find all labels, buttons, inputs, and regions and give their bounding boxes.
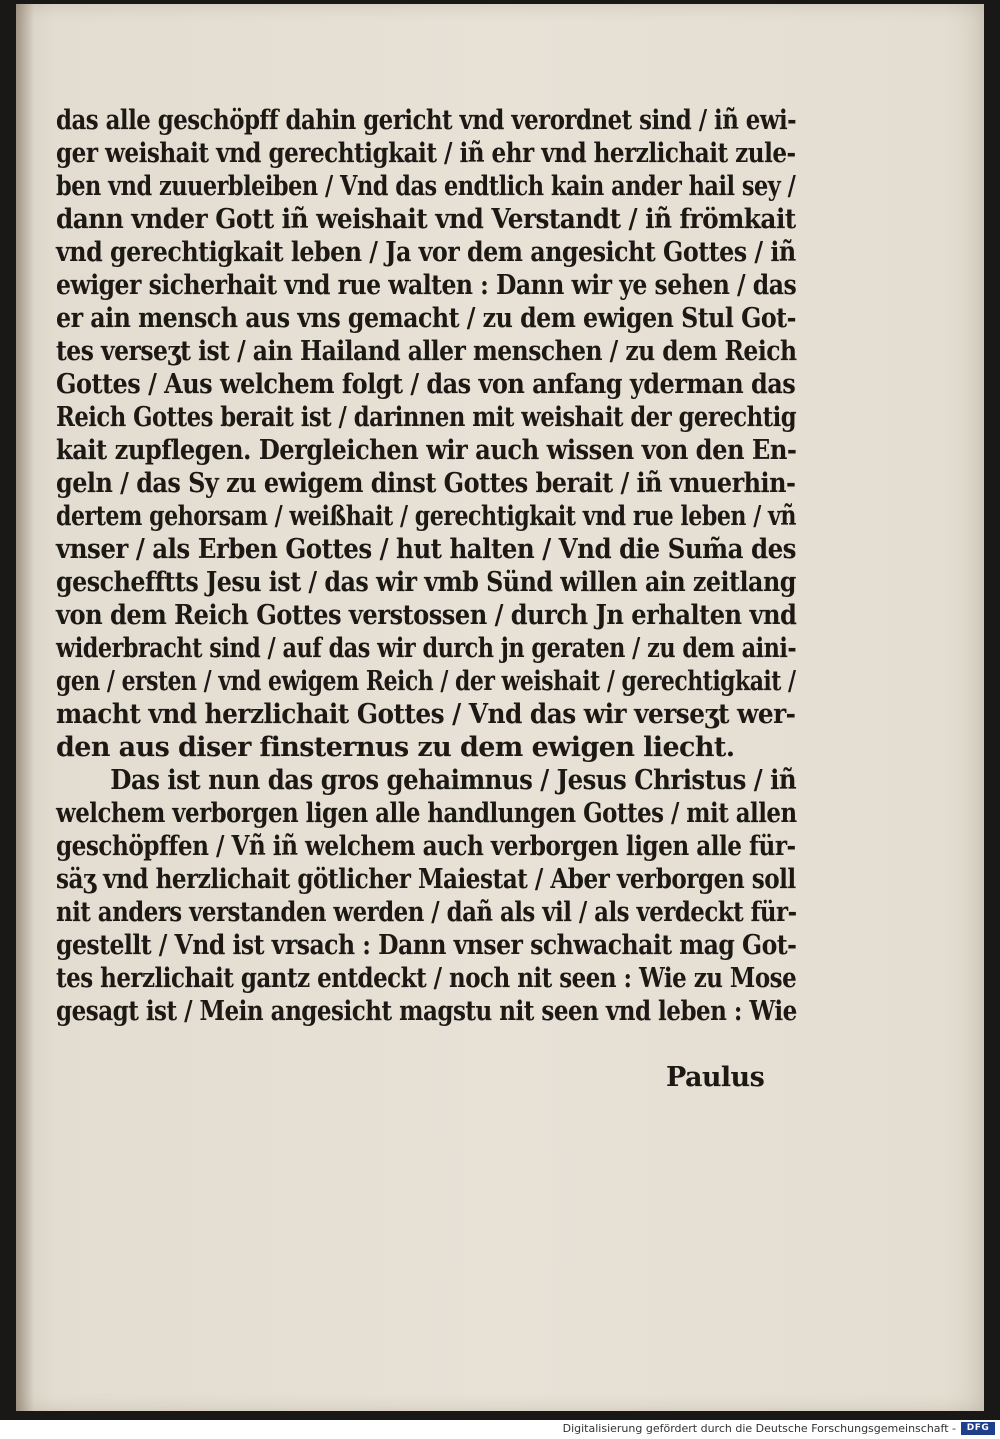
text-line-3: ben vnd zuuerbleiben / Vnd das endtlich kain ander hail sey / [56, 171, 796, 202]
digitization-credit: Digitalisierung gefördert durch die Deutsche Forschungsgemeinschaft - [562, 1422, 956, 1435]
text-line-1: das alle geschöpff dahin gericht vnd verordnet sind / iñ ewi- [56, 105, 797, 136]
text-line-8: tes verseʒt ist / ain Hailand aller menschen / zu dem Reich [56, 336, 797, 367]
text-line-9: Gottes / Aus welchem folgt / das von anfang yderman das [56, 369, 796, 400]
text-line-5: vnd gerechtigkait leben / Ja vor dem angesicht Gottes / iñ [56, 237, 796, 268]
text-line-24: säʒ vnd herzlichait götlicher Maiestat / Aber verborgen soll [56, 864, 796, 895]
page-binding-shadow [16, 4, 34, 1411]
text-line-25: nit anders verstanden werden / dañ als vil / als verdeckt für- [56, 897, 797, 928]
text-line-7: er ain mensch aus vns gemacht / zu dem ewigen Stul Got- [56, 303, 796, 334]
text-line-15: geschefftts Jesu ist / das wir vmb Sünd willen ain zeitlang [56, 567, 796, 598]
text-line-2: ger weishait vnd gerechtigkait / iñ ehr vnd herzlichait zule- [56, 138, 796, 169]
text-line-23: geschöpffen / Vñ iñ welchem auch verborgen ligen alle für- [56, 831, 796, 862]
text-line-28: gesagt ist / Mein angesicht magstu nit seen vnd leben : Wie [56, 996, 797, 1027]
text-line-18: gen / ersten / vnd ewigem Reich / der weishait / gerechtigkait / [56, 666, 796, 697]
text-line-21: Das ist nun das gros gehaimnus / Jesus Christus / iñ [110, 765, 797, 796]
text-line-19: macht vnd herzlichait Gottes / Vnd das wir verseʒt wer- [56, 699, 796, 730]
text-line-11: kait zupflegen. Dergleichen wir auch wissen von den En- [56, 435, 797, 466]
dfg-logo: DFG [961, 1422, 995, 1435]
text-line-4: dann vnder Gott iñ weishait vnd Verstandt / iñ frömkait [56, 204, 796, 235]
text-line-12: geln / das Sy zu ewigem dinst Gottes berait / iñ vnuerhin- [56, 468, 796, 499]
text-line-27: tes herzlichait gantz entdeckt / noch nit seen : Wie zu Mose [56, 963, 797, 994]
text-line-16: von dem Reich Gottes verstossen / durch Jn erhalten vnd [56, 600, 797, 631]
text-line-14: vnser / als Erben Gottes / hut halten / Vnd die Sum̃a des [56, 534, 796, 565]
text-line-20: den aus diser finsternus zu dem ewigen liecht. [56, 732, 735, 763]
text-line-10: Reich Gottes berait ist / darinnen mit weishait der gerechtig [56, 402, 797, 433]
page-text-block [56, 104, 796, 1028]
text-line-22: welchem verborgen ligen alle handlungen Gottes / mit allen [56, 798, 797, 829]
text-line-26: gestellt / Vnd ist vrsach : Dann vnser schwachait mag Got- [56, 930, 797, 961]
text-line-17: widerbracht sind / auf das wir durch jn geraten / zu dem aini- [56, 633, 797, 664]
catchword: Paulus [666, 1062, 765, 1093]
text-line-13: dertem gehorsam / weißhait / gerechtigkait vnd rue leben / vñ [56, 501, 796, 532]
text-line-6: ewiger sicherhait vnd rue walten : Dann wir ye sehen / das [56, 270, 797, 301]
book-page [16, 4, 984, 1411]
